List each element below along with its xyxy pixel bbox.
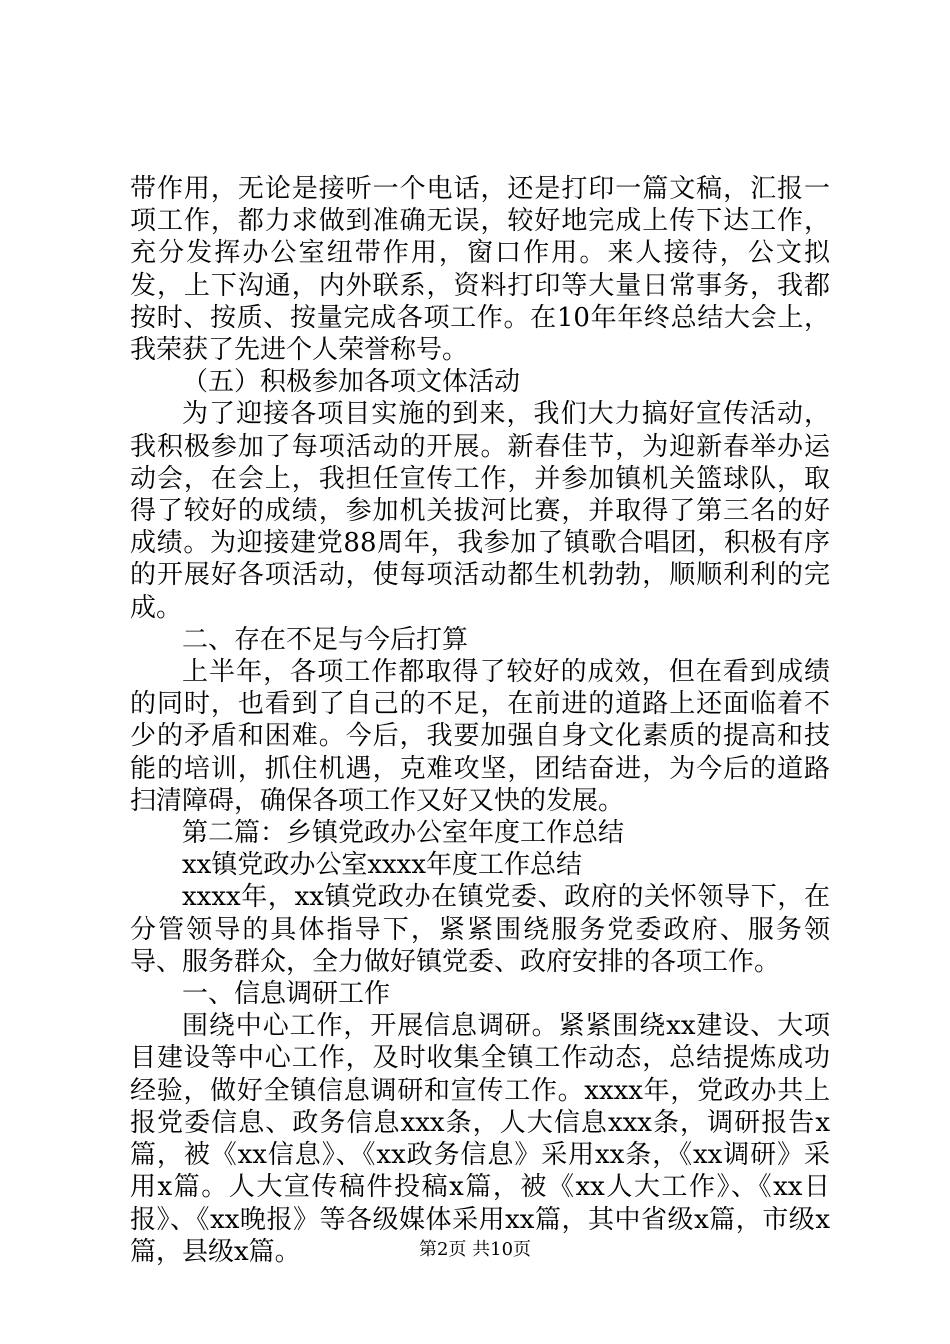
section-heading-2: 二、存在不足与今后打算 <box>182 624 469 655</box>
page-footer <box>0 1238 950 1262</box>
paragraph-3: 上半年，各项工作都取得了较好的成效，但在看到成绩的同时，也看到了自己的不足，在前进的道路上还面临着不少的矛盾和困难。今后，我要加强自身文化素质的提高和技能的培训，抓住机遇，克难攻坚，团结奋进，为今后的道路扫清障碍，确保各项工作又好又快的发展。 <box>130 657 830 816</box>
document-body <box>130 173 830 1268</box>
paragraph-4: xxxx年，xx镇党政办在镇党委、政府的关怀领导下，在分管领导的具体指导下，紧紧围绕服务党委政府、服务领导、服务群众，全力做好镇党委、政府安排的各项工作。 <box>130 882 830 977</box>
page-number: 第2页 共10页 <box>418 1239 532 1260</box>
chapter-title: 第二篇：乡镇党政办公室年度工作总结 <box>182 818 625 849</box>
paragraph-1: 带作用，无论是接听一个电话，还是打印一篇文稿，汇报一项工作，都力求做到准确无误，较好地完成上传下达工作，充分发挥办公室纽带作用，窗口作用。来人接待，公文拟发，上下沟通，内外联系，资料打印等大量日常事务，我都按时、按质、按量完成各项工作。在10年年终总结大会上，我荣获了先进个人荣誉称号。 <box>130 174 830 366</box>
paragraph-5: 围绕中心工作，开展信息调研。紧紧围绕xx建设、大项目建设等中心工作，及时收集全镇工作动态，总结提炼成功经验，做好全镇信息调研和宣传工作。xxxx年，党政办共上报党委信息、政务信息xxx条，人大信息xxx条，调研报告x篇，被《xx信息》、《xx政务信息》采用xx条，《xx调研》采用x篇。人大宣传稿件投稿x篇，被《xx人大工作》、《xx日报》、《xx晚报》等各级媒体采用xx篇，其中省级x篇，市级x篇，县级x篇。 <box>130 1011 830 1267</box>
section-heading-5: （五）积极参加各项文体活动 <box>182 367 521 398</box>
report-title: xx镇党政办公室xxxx年度工作总结 <box>182 850 582 881</box>
paragraph-2: 为了迎接各项目实施的到来，我们大力搞好宣传活动，我积极参加了每项活动的开展。新春佳节，为迎新春举办运动会，在会上，我担任宣传工作，并参加镇机关篮球队，取得了较好的成绩，参加机关拔河比赛，并取得了第三名的好成绩。为迎接建党88周年，我参加了镇歌合唱团，积极有序的开展好各项活动，使每项活动都生机勃勃，顺顺利利的完成。 <box>130 399 830 623</box>
section-heading-1: 一、信息调研工作 <box>182 979 391 1010</box>
